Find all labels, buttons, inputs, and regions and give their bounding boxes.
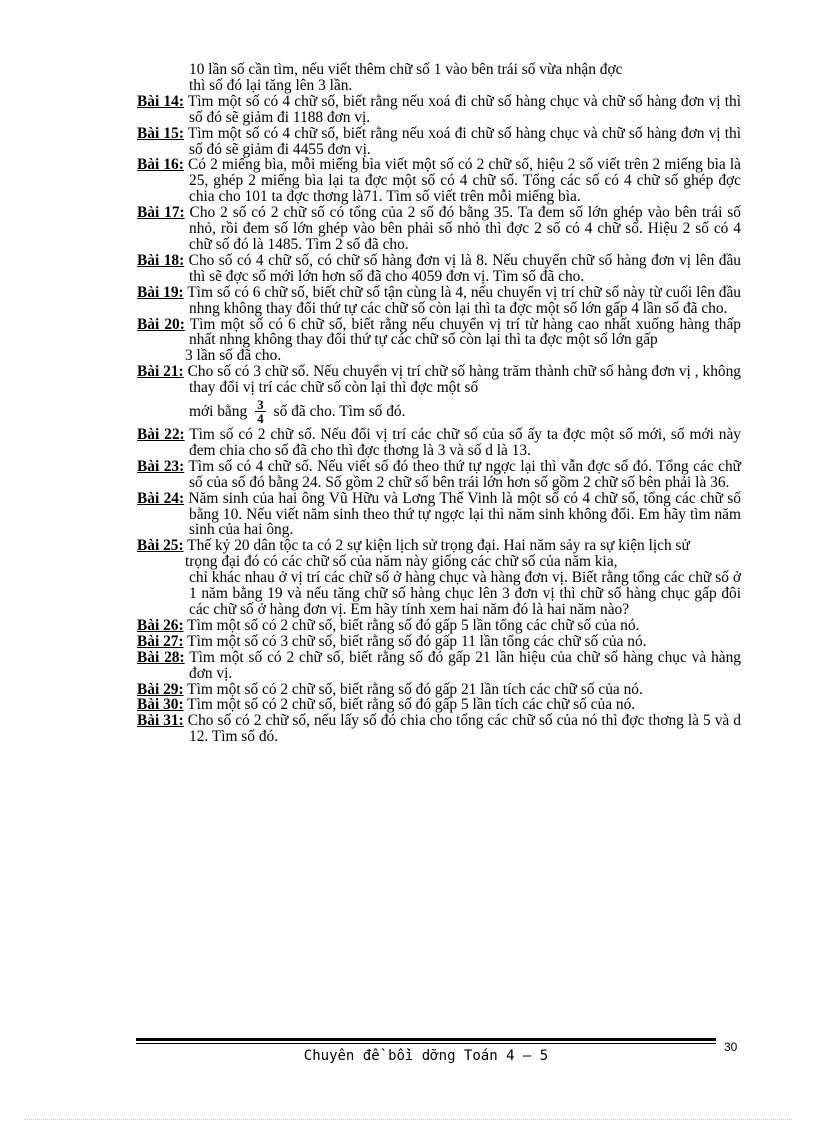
problem-19: Bài 19: Tìm số có 6 chữ số, biết chữ số tận cùng là 4, nếu chuyển vị trí chữ số này từ cuối lên đầu nhng không thay đổi thứ tự các chữ số còn lại thì ta đợc một số lớn gấp 4 lần số đã cho. <box>137 283 742 317</box>
page-number: 30 <box>724 1040 738 1054</box>
problem-25: Bài 25: Thế kỷ 20 dân tộc ta có 2 sự kiện lịch sử trọng đại. Hai năm sảy ra sự kiện lịch sử <box>137 537 690 555</box>
problem-18: Bài 18: Cho số có 4 chữ số, có chữ số hàng đơn vị là 8. Nếu chuyển chữ số hàng đơn vị lên đầu thì sẽ đợc số mới lớn hơn số đã cho 4059 đơn vị. Tìm số đã cho. <box>137 251 741 285</box>
problem-30: Bài 30: Tìm một số có 2 chữ số, biết rằng số đó gấp 5 lần tích các chữ số của nó. <box>137 696 636 714</box>
problem-16: Bài 16: Có 2 miếng bìa, mỗi miếng bìa viết một số có 2 chữ số, hiệu 2 số viết trên 2 miếng bìa là 25, ghép 2 miếng bìa lại ta đợc một số có 4 chữ số. Tổng các số có 4 chữ số ghép đợc chia cho 101 ta đợc thơng là71. Tìm số viết trên mỗi miếng bìa. <box>137 156 741 206</box>
document-body <box>137 62 741 745</box>
problem-26: Bài 26: Tìm một số có 2 chữ số, biết rằng số đó gấp 5 lần tổng các chữ số của nó. <box>137 616 640 634</box>
fraction-numerator: 3 <box>257 397 264 413</box>
intro-text: 10 lần số cần tìm, nếu viết thêm chữ số 1 vào bên trái số vừa nhận đợc thì số đó lại tăng lên 3 lần. <box>189 61 623 94</box>
problem-17: Bài 17: Cho 2 số có 2 chữ số có tổng của 2 số đó bằng 35. Ta đem số lớn ghép vào bên trái số nhỏ, rồi đem số lớn ghép vào bên phải số nhỏ thì đợc 2 số có 4 chữ số. Hiệu 2 số có 4 chữ số đó là 1485. Tìm 2 số đã cho. <box>137 204 741 253</box>
problem-24: Bài 24: Năm sinh của hai ông Vũ Hữu và Lơng Thế Vinh là một số có 4 chữ số, tổng các chữ số bằng 10. Nếu viết năm sinh theo thứ tự ngợc lại thì năm sinh không đổi. Em hãy tìm năm sinh của hai ông. <box>137 489 741 539</box>
problem-25-tail-first: trọng đại đó có các chữ số của năm này giống các chữ số của năm kia, <box>185 553 618 571</box>
problem-28: Bài 28: Tìm một số có 2 chữ số, biết rằng số đó gấp 21 lần hiệu của chữ số hàng chục và hàng đơn vị. <box>137 648 741 682</box>
footer-rule-thin <box>136 1043 716 1044</box>
problem-27: Bài 27: Tìm một số có 3 chữ số, biết rằng số đó gấp 11 lần tổng các chữ số của nó. <box>137 632 647 650</box>
problem-31: Bài 31: Cho số có 2 chữ số, nếu lấy số đó chia cho tổng các chữ số của nó thì đợc thơng là 5 và d 12. Tìm số đó. <box>137 712 741 746</box>
problem-15: Bài 15: Tìm một số có 4 chữ số, biết rằng nếu xoá đi chữ số hàng chục và chữ số hàng đơn vị thì số đó sẽ giảm đi 4455 đơn vị. <box>137 124 741 158</box>
problem-21-fraction-line: mới bằng $\frac{3}{4}$ số đã cho. Tìm số đó. <box>189 397 406 427</box>
footer-title: Chuyên đề bồi dỡng Toán 4 – 5 <box>303 1048 549 1064</box>
problem-21: Bài 21: Cho số có 3 chữ số. Nếu chuyển vị trí chữ số hàng trăm thành chữ số hàng đơn vị , không thay đổi vị trí các chữ số còn lại thì đợc một số <box>137 363 741 397</box>
problem-14: Bài 14: Tìm một số có 4 chữ số, biết rằng nếu xoá đi chữ số hàng chục và chữ số hàng đơn vị thì số đó sẽ giảm đi 1188 đơn vị. <box>137 92 741 126</box>
problem-23: Bài 23: Tìm số có 4 chữ số. Nếu viết số đó theo thứ tự ngợc lại thì vẫn đợc số đó. Tổng các chữ số của số đó bằng 24. Số gồm 2 chữ số bên trái lớn hơn số gồm 2 chữ số bên phải là 36. <box>137 457 741 491</box>
problem-29: Bài 29: Tìm một số có 2 chữ số, biết rằng số đó gấp 21 lần tích các chữ số của nó. <box>137 680 643 698</box>
fraction <box>255 398 266 425</box>
problem-25-tail: chỉ khác nhau ở vị trí các chữ số ở hàng chục và hàng đơn vị. Biết rằng tổng các chữ số ở 1 năm bằng 19 và nếu tăng chữ số hàng chục lên 3 đơn vị thì chữ số hàng chục gấp đôi các chữ số ở hàng đơn vị. Em hãy tính xem hai năm đó là hai năm nào? <box>189 569 741 618</box>
problem-20-tail: 3 lần số đã cho. <box>185 347 282 365</box>
fraction-denominator: 4 <box>257 411 264 427</box>
problem-22: Bài 22: Tìm số có 2 chữ số. Nếu đổi vị trí các chữ số của số ấy ta đợc một số mới, số mới này đem chia cho số đã cho thì đợc thơng là 3 và số d là 13. <box>137 426 741 459</box>
page-edge-divider <box>24 1119 792 1120</box>
problem-20: Bài 20: Tìm một số có 6 chữ số, biết rằng nếu chuyển vị trí từ hàng cao nhất xuống hàng thấp nhất nhng không thay đổi thứ tự các chữ số còn lại thì ta đợc một số lớn gấp <box>137 315 742 349</box>
footer-rule-thick <box>136 1038 716 1041</box>
